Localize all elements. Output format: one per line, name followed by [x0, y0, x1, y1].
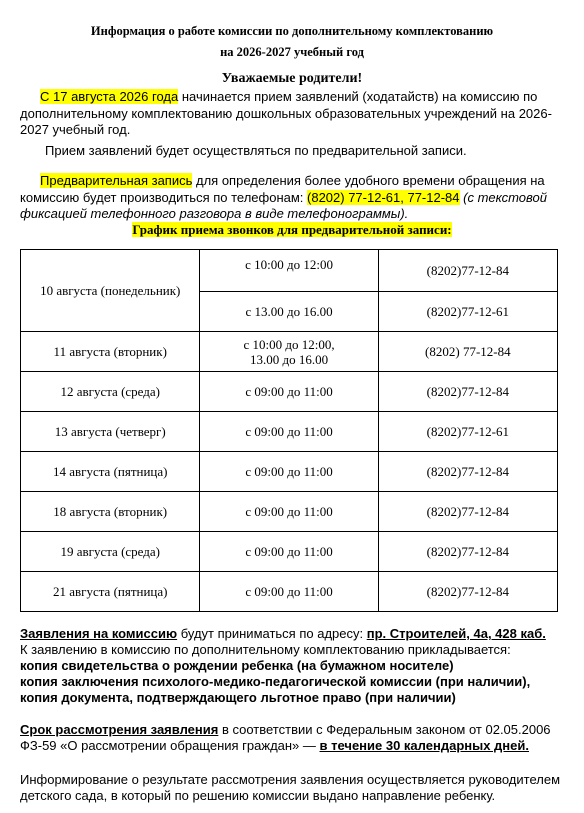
greeting: Уважаемые родители! — [221, 71, 363, 86]
review-term: в течение 30 календарных дней. — [319, 738, 529, 753]
doc-title-line2: на 2026-2027 учебный год — [220, 45, 364, 59]
time-line2: 13.00 до 16.00 — [249, 351, 329, 367]
table-row — [21, 332, 558, 372]
address-value: пр. Строителей, 4а, 428 каб. — [366, 626, 546, 641]
phones-highlight: (8202) 77-12-61, 77-12-84 — [307, 189, 460, 205]
schedule-title — [0, 222, 584, 238]
schedule-table — [20, 249, 558, 612]
phones-italic2: фиксацией телефонного разговора в виде телефонограммы). — [20, 206, 409, 221]
time-cell: с 09:00 до 11:00 — [200, 532, 378, 572]
time-cell: с 09:00 до 11:00 — [200, 572, 378, 612]
phones-paragraph — [20, 173, 565, 223]
time-cell: с 09:00 до 11:00 — [200, 452, 378, 492]
address-text: будут приниматься по адресу: — [177, 626, 367, 641]
day-cell: 18 августа (вторник) — [21, 492, 200, 532]
day-cell: 19 августа (среда) — [21, 532, 200, 572]
table-row — [21, 572, 558, 612]
attach-item: копия свидетельства о рождении ребенка (на бумажном носителе) — [20, 658, 454, 673]
address-label: Заявления на комиссию — [20, 626, 178, 641]
intro-paragraph — [20, 89, 565, 139]
phone-cell: (8202)77-12-84 — [378, 572, 557, 612]
time-cell — [200, 332, 378, 372]
intro-text2: дополнительному комплектованию дошкольных образовательных учреждений на 2026- — [20, 105, 552, 121]
schedule-title-text: График приема звонков для предварительной записи: — [132, 222, 452, 237]
table-row — [21, 532, 558, 572]
table-row — [21, 372, 558, 412]
info-block — [20, 772, 570, 804]
day-cell: 12 августа (среда) — [21, 372, 200, 412]
review-label: Срок рассмотрения заявления — [20, 722, 219, 737]
attach-item: копия документа, подтверждающего льготное право (при наличии) — [20, 690, 456, 705]
phone-cell: (8202)77-12-84 — [378, 532, 557, 572]
attach-item: копия заключения психолого-медико-педагогической комиссии (при наличии), — [20, 674, 531, 689]
day-cell: 14 августа (пятница) — [21, 452, 200, 492]
time-cell: с 13.00 до 16.00 — [200, 292, 378, 332]
time-cell: с 10:00 до 12:00 — [200, 250, 378, 292]
phones-text1: для определения более удобного времени обращения на — [192, 173, 545, 188]
time-line1: с 10:00 до 12:00, — [243, 336, 335, 352]
table-row — [21, 250, 558, 292]
phone-cell: (8202)77-12-61 — [378, 412, 557, 452]
attach-text: К заявлению в комиссию по дополнительному комплектованию прикладывается: — [20, 642, 511, 657]
review-block — [20, 722, 570, 754]
day-cell: 13 августа (четверг) — [21, 412, 200, 452]
table-row — [21, 452, 558, 492]
review-text1: в соответствии с Федеральным законом от 02.05.2006 — [218, 722, 551, 737]
phone-cell: (8202)77-12-84 — [378, 452, 557, 492]
doc-title-line1: Информация о работе комиссии по дополнительному комплектованию — [90, 24, 494, 38]
phone-cell: (8202)77-12-84 — [378, 250, 557, 292]
phones-text2: комиссию будет производиться по телефонам: — [20, 189, 308, 205]
prereg-note: Прием заявлений будет осуществляться по предварительной записи. — [45, 143, 467, 158]
phones-italic: (с текстовой — [459, 189, 547, 205]
address-block — [20, 626, 570, 706]
day-cell: 10 августа (понедельник) — [21, 250, 200, 332]
info-line2: детского сада, в который по решению комиссии выдано направление ребенку. — [20, 788, 496, 803]
time-cell: с 09:00 до 11:00 — [200, 412, 378, 452]
review-text2: ФЗ-59 «О рассмотрении обращения граждан» — — [20, 738, 320, 753]
day-cell: 11 августа (вторник) — [21, 332, 200, 372]
info-line1: Информирование о результате рассмотрения заявления осуществляется руководителем — [20, 772, 561, 787]
intro-text3: 2027 учебный год. — [20, 122, 131, 137]
day-cell: 21 августа (пятница) — [21, 572, 200, 612]
phone-cell: (8202)77-12-84 — [378, 492, 557, 532]
table-row — [21, 412, 558, 452]
intro-text1: начинается прием заявлений (ходатайств) на комиссию по — [178, 89, 538, 104]
prereg-label-highlight: Предварительная запись — [40, 173, 193, 188]
start-date-highlight: С 17 августа 2026 года — [40, 89, 179, 104]
phone-cell: (8202) 77-12-84 — [378, 332, 557, 372]
phone-cell: (8202)77-12-84 — [378, 372, 557, 412]
table-row — [21, 492, 558, 532]
phone-cell: (8202)77-12-61 — [378, 292, 557, 332]
time-cell: с 09:00 до 11:00 — [200, 492, 378, 532]
time-cell: с 09:00 до 11:00 — [200, 372, 378, 412]
